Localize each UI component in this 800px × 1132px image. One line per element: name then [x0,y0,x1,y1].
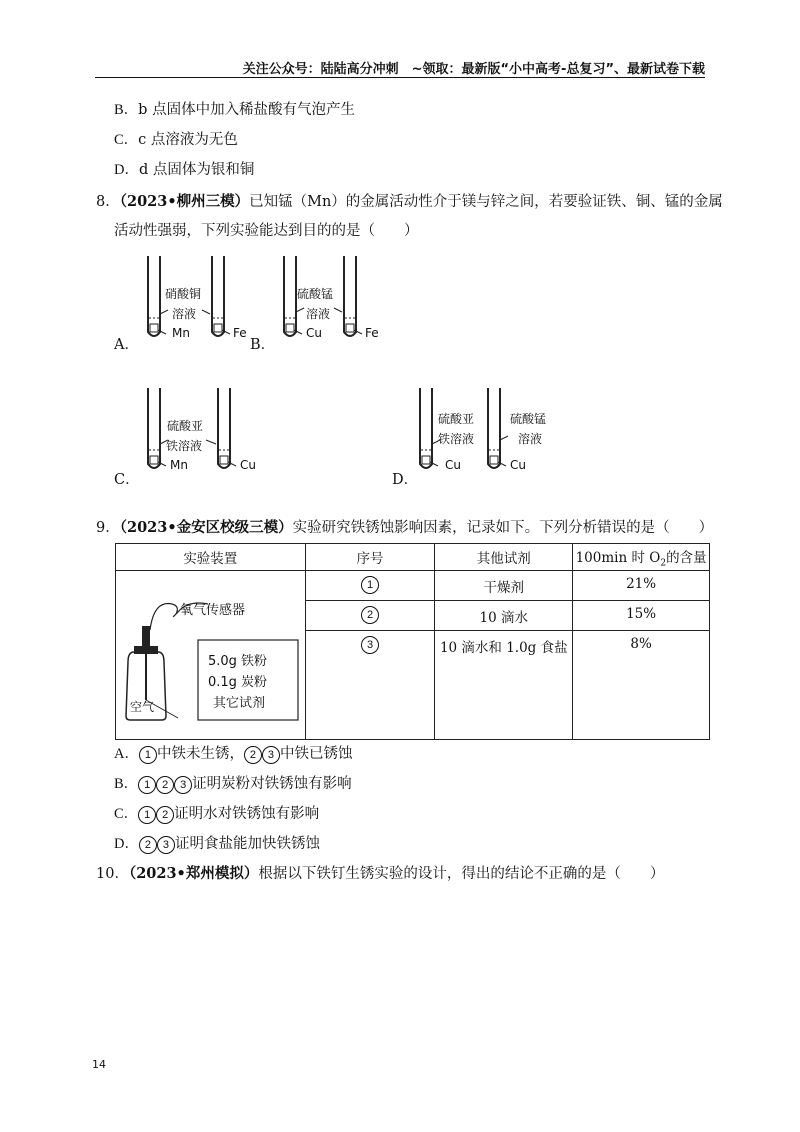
solution-label: 铁溶液 [438,432,475,446]
solution-label: 溶液 [518,432,543,446]
reagent-cell: 干燥剂 [435,571,573,601]
solution-label: 硫酸亚 [167,419,204,433]
solution-label: 溶液 [172,307,197,321]
question-number: 8． [96,194,120,210]
reagent-box-line3: 其它试剂 [213,696,266,711]
o2-cell: 8% [573,631,710,740]
reagent-box-line2: 0.1g 炭粉 [208,675,268,690]
q8-option-d-label: D． [392,472,419,488]
header-o2: 100min 时 $O_2$的含量 [573,544,710,571]
metal-label: Mn [172,326,190,340]
question-number: 9． [96,520,120,536]
question-stem: 已知锰（Mn）的金属活动性介于镁与锌之间，若要验证铁、铜、锰的金属 [249,194,723,210]
metal-label: Cu [306,326,322,340]
q8-option-b-label: B． [250,337,276,353]
metal-label: Cu [510,458,526,472]
option-text: b 点固体中加入稀盐酸有气泡产生 [138,102,356,118]
metal-label: Mn [170,458,188,472]
question-source: （2023•金安区校级三模） [119,519,293,536]
solution-label: 硫酸锰 [510,412,547,426]
q8-option-c-label: C． [114,472,140,488]
q8-stem-line2: 活动性强弱，下列实验能达到目的的是（ ） [114,223,419,239]
q9-stem [96,516,713,537]
metal-label: Fe [365,326,379,340]
q8-stem-line1 [96,190,723,211]
option-text: c 点溶液为无色 [138,132,238,148]
q7-option-c [114,128,238,149]
solution-label: 铁溶液 [166,439,203,453]
o2-cell: 15% [573,601,710,631]
question-source: （2023•郑州模拟） [128,865,259,882]
option-letter: B． [114,102,139,118]
seq-cell: 3 [305,631,435,740]
header-seq: 序号 [305,544,435,571]
q8-option-a-label: A． [114,337,139,353]
question-stem: 根据以下铁钉生锈实验的设计，得出的结论不正确的是（ ） [258,866,665,882]
metal-label: Cu [240,458,256,472]
question-number: 10． [96,866,129,882]
option-text: d 点固体为银和铜 [138,162,255,178]
q9-option-d: D． 2 3 证明食盐能加快铁锈蚀 [114,836,320,852]
question-source: （2023•柳州三模） [119,193,250,210]
header-reagent: 其他试剂 [435,544,573,571]
solution-label: 硝酸铜 [165,287,202,301]
sensor-label: 氧气传感器 [180,603,246,618]
question-stem: 实验研究铁锈蚀影响因素，记录如下。下列分析错误的是（ ） [292,520,714,536]
solution-label: 溶液 [306,307,331,321]
solution-label: 硫酸锰 [297,287,334,301]
reagent-box-line1: 5.0g 铁粉 [208,654,268,669]
q7-option-b [114,98,355,119]
metal-label: Cu [445,458,461,472]
option-letter: C． [114,132,139,148]
o2-cell: 21% [573,571,710,601]
q10-stem [96,862,664,883]
option-letter: D． [114,162,139,178]
q9-option-c: C． 1 2 证明水对铁锈蚀有影响 [114,806,320,822]
metal-label: Fe [233,326,247,340]
q9-option-a: A． 1 中铁未生锈， 2 3 中铁已锈蚀 [114,746,353,762]
stopper-rod [142,626,150,648]
q7-option-d [114,158,254,179]
page-header: 关注公众号：陆陆高分冲刺 ~领取：最新版“小中高考-总复习”、最新试卷下载 [242,62,705,77]
table-header-row [116,544,710,571]
air-label: 空气 [130,700,155,714]
seq-cell: 2 [305,601,435,631]
header-divider [95,77,705,78]
header-device: 实验装置 [116,544,306,571]
seq-cell: 1 [305,571,435,601]
reagent-cell: 10 滴水和 1.0g 食盐 [435,631,573,740]
stopper [134,646,158,654]
reagent-cell: 10 滴水 [435,601,573,631]
page-number: 14 [92,1058,106,1071]
solution-label: 硫酸亚 [438,412,475,426]
q9-option-b: B． 1 2 3 证明炭粉对铁锈蚀有影响 [114,776,352,792]
